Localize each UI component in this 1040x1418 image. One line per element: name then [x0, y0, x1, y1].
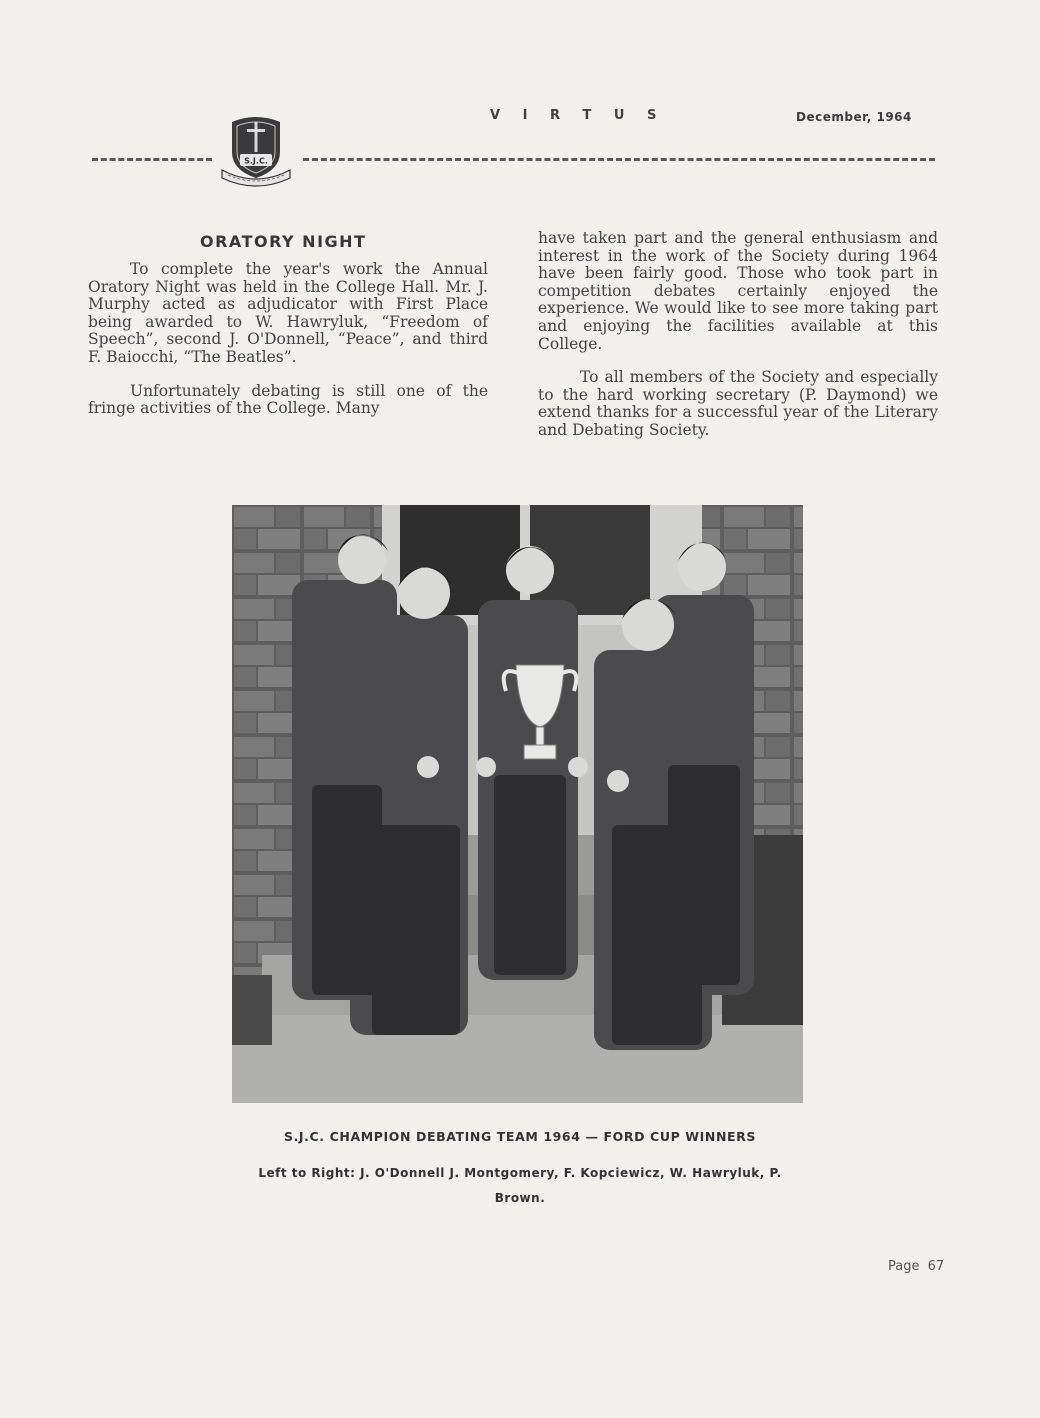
- masthead-title: V I R T U S: [490, 108, 666, 123]
- page-number-value: 67: [927, 1259, 945, 1274]
- photo-names: Left to Right: J. O'Donnell J. Montgomery, F. Kopciewicz, W. Hawryluk, P. Brown.: [258, 1166, 782, 1205]
- crest-text: S.J.C.: [244, 156, 268, 166]
- article-paragraph: Unfortunately debating is still one of the fringe activities of the College. Many: [88, 381, 488, 418]
- masthead-rule-right: [303, 158, 935, 161]
- college-crest-icon: [216, 108, 296, 188]
- article-paragraph: have taken part and the general enthusiasm and interest in the work of the Society during 1964 have been fairly good. Those who took part in competition debates certainly enjoyed the experience. We would like to see more taking part and enjoying the facilities available at this College.: [538, 229, 938, 353]
- photo-caption: S.J.C. CHAMPION DEBATING TEAM 1964 — FORD CUP WINNERS: [283, 1129, 757, 1144]
- masthead-rule-left: [92, 158, 212, 161]
- page-number: [884, 1259, 944, 1274]
- issue-date: December, 1964: [796, 110, 912, 124]
- team-photo: [232, 505, 803, 1103]
- article-title: ORATORY NIGHT: [200, 232, 367, 251]
- article-paragraph: To all members of the Society and especially to the hard working secretary (P. Daymond) we extend thanks for a successful year of the Literary and Debating Society.: [538, 368, 938, 439]
- page-label: Page: [888, 1259, 920, 1274]
- article-column-left: [88, 261, 488, 434]
- article-paragraph: To complete the year's work the Annual Oratory Night was held in the College Hall. Mr. J. Murphy acted as adjudicator with First Place being awarded to W. Hawryluk, “Freedom of Speech”, second J. O'Donnell, “Peace”, and third F. Baiocchi, “The Beatles”.: [88, 260, 488, 366]
- article-column-right: [538, 230, 938, 456]
